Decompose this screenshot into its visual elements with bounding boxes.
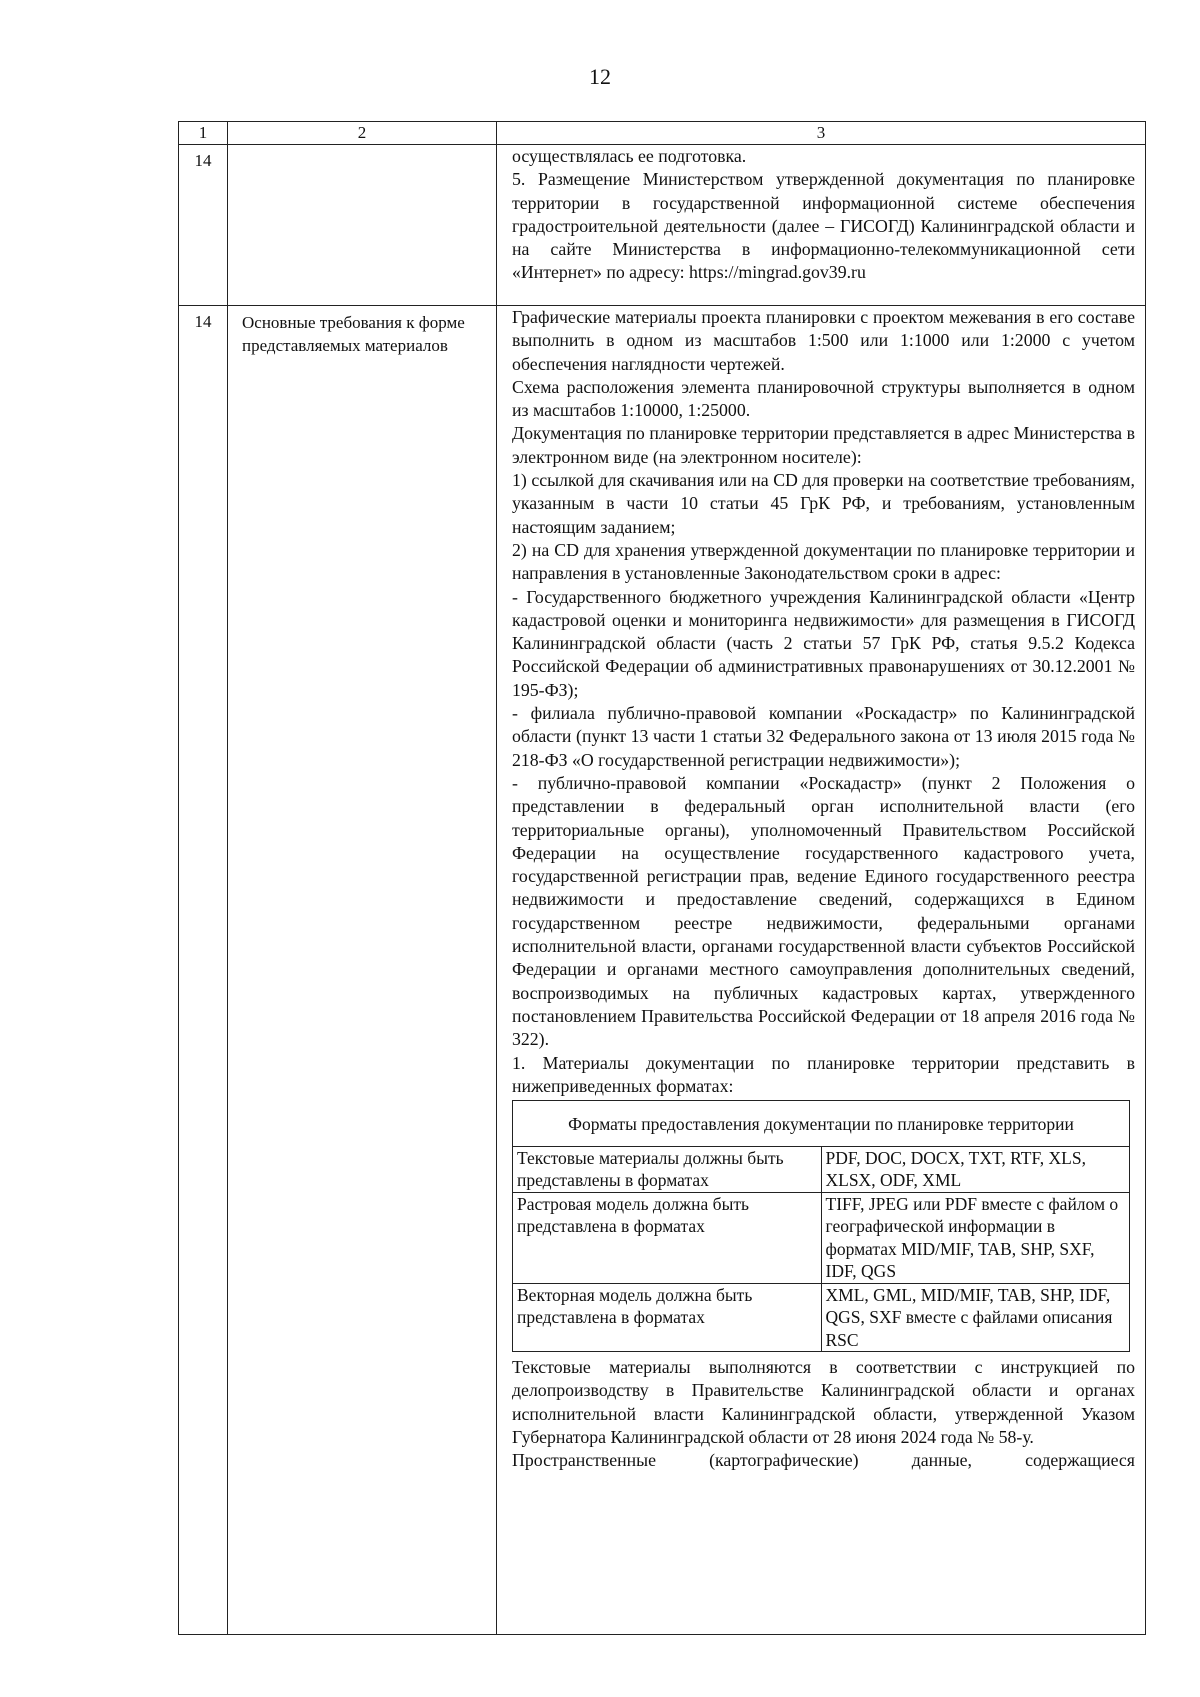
- row-label: Основные требования к форме представляемых материалов: [228, 306, 497, 1635]
- requirements-table: [178, 121, 1146, 1635]
- formats-table-row: [513, 1283, 1130, 1352]
- row-number: 14: [179, 306, 228, 1635]
- formats-table-title-row: [513, 1101, 1130, 1147]
- row-number: 14: [179, 145, 228, 306]
- table-row-14: [179, 306, 1146, 1635]
- header-col-1: 1: [179, 122, 228, 145]
- paragraph: осуществлялась ее подготовка.: [512, 146, 747, 166]
- paragraph: 1) ссылкой для скачивания или на CD для проверки на соответствие требованиям, указанным в части 10 статьи 45 ГрК РФ, и требованиям, установленным настоящим заданием;: [512, 470, 1135, 537]
- row-content: [497, 306, 1146, 1635]
- format-list: XML, GML, MID/MIF, TAB, SHP, IDF, QGS, SXF вместе с файлами описания RSC: [821, 1283, 1130, 1352]
- header-col-3: 3: [497, 122, 1146, 145]
- formats-table-row: [513, 1146, 1130, 1192]
- paragraph: - филиала публично-правовой компании «Роскадастр» по Калининградской области (пункт 13 части 1 статьи 32 Федерального закона от 13 июля 2015 года № 218-ФЗ «О государственной регистрации недвижимости»);: [512, 703, 1135, 770]
- paragraph: Документация по планировке территории представляется в адрес Министерства в электронном виде (на электронном носителе):: [512, 423, 1135, 467]
- formats-table-row: [513, 1192, 1130, 1283]
- format-kind: Растровая модель должна быть представлена в форматах: [513, 1192, 822, 1283]
- format-list: TIFF, JPEG или PDF вместе с файлом о географической информации в форматах MID/MIF, TAB, SHP, SXF, IDF, QGS: [821, 1192, 1130, 1283]
- paragraph: Пространственные (картографические) данные, содержащиеся: [512, 1450, 1135, 1471]
- paragraph: - Государственного бюджетного учреждения Калининградской области «Центр кадастровой оценки и мониторинга недвижимости» для размещения в ГИСОГД Калининградской области (часть 2 статьи 57 ГрК РФ, статья 9.5.2 Кодекса Российской Федерации об административных правонарушениях от 30.12.2001 № 195-ФЗ);: [512, 586, 1135, 700]
- row-content: [497, 145, 1146, 306]
- paragraph: Текстовые материалы выполняются в соответствии с инструкцией по делопроизводству в Правительстве Калининградской области и органах исполнительной власти Калининградской области, утвержденной Указом Губернатора Калининградской области от 28 июня 2024 года № 58-у.: [512, 1357, 1135, 1447]
- formats-table-title: Форматы предоставления документации по планировке территории: [513, 1101, 1130, 1147]
- paragraph: - публично-правовой компании «Роскадастр» (пункт 2 Положения о представлении в федеральный орган исполнительной власти (его территориальные органы), уполномоченный Правительством Российской Федерации на осуществление государственного кадастрового учета, государственной регистрации прав, ведение Единого государственного реестра недвижимости и предоставление сведений, содержащихся в Едином государственном реестре недвижимости, федеральными органами исполнительной власти, органами государственной власти субъектов Российской Федерации и органами местного самоуправления дополнительных сведений, воспроизводимых на публичных кадастровых картах, утвержденного постановлением Правительства Российской Федерации от 18 апреля 2016 года № 322).: [512, 772, 1135, 1050]
- page-number: 12: [589, 64, 611, 89]
- table-row-continued: [179, 145, 1146, 306]
- header-col-2: 2: [228, 122, 497, 145]
- table-header-row: [179, 122, 1146, 145]
- row-label-empty: [228, 145, 497, 306]
- formats-table: [512, 1100, 1130, 1352]
- format-kind: Текстовые материалы должны быть представлены в форматах: [513, 1146, 822, 1192]
- paragraph: 5. Размещение Министерством утвержденной документация по планировке территории в государственной информационной системе обеспечения градостроительной деятельности (далее – ГИСОГД) Калининградской области и на сайте Министерства в информационно-телекоммуникационной сети «Интернет» по адресу: https://mingrad.gov39.ru: [512, 169, 1135, 283]
- format-list: PDF, DOC, DOCX, TXT, RTF, XLS, XLSX, ODF, XML: [821, 1146, 1130, 1192]
- format-kind: Векторная модель должна быть представлена в форматах: [513, 1283, 822, 1352]
- paragraph: 1. Материалы документации по планировке территории представить в нижеприведенных форматах:: [512, 1052, 1135, 1096]
- paragraph: 2) на CD для хранения утвержденной документации по планировке территории и направления в установленные Законодательством сроки в адрес:: [512, 539, 1135, 584]
- paragraph: Схема расположения элемента планировочной структуры выполняется в одном из масштабов 1:10000, 1:25000.: [512, 376, 1135, 421]
- paragraph: Графические материалы проекта планировки с проектом межевания в его составе выполнить в одном из масштабов 1:500 или 1:1000 или 1:2000 с учетом обеспечения наглядности чертежей.: [512, 307, 1135, 374]
